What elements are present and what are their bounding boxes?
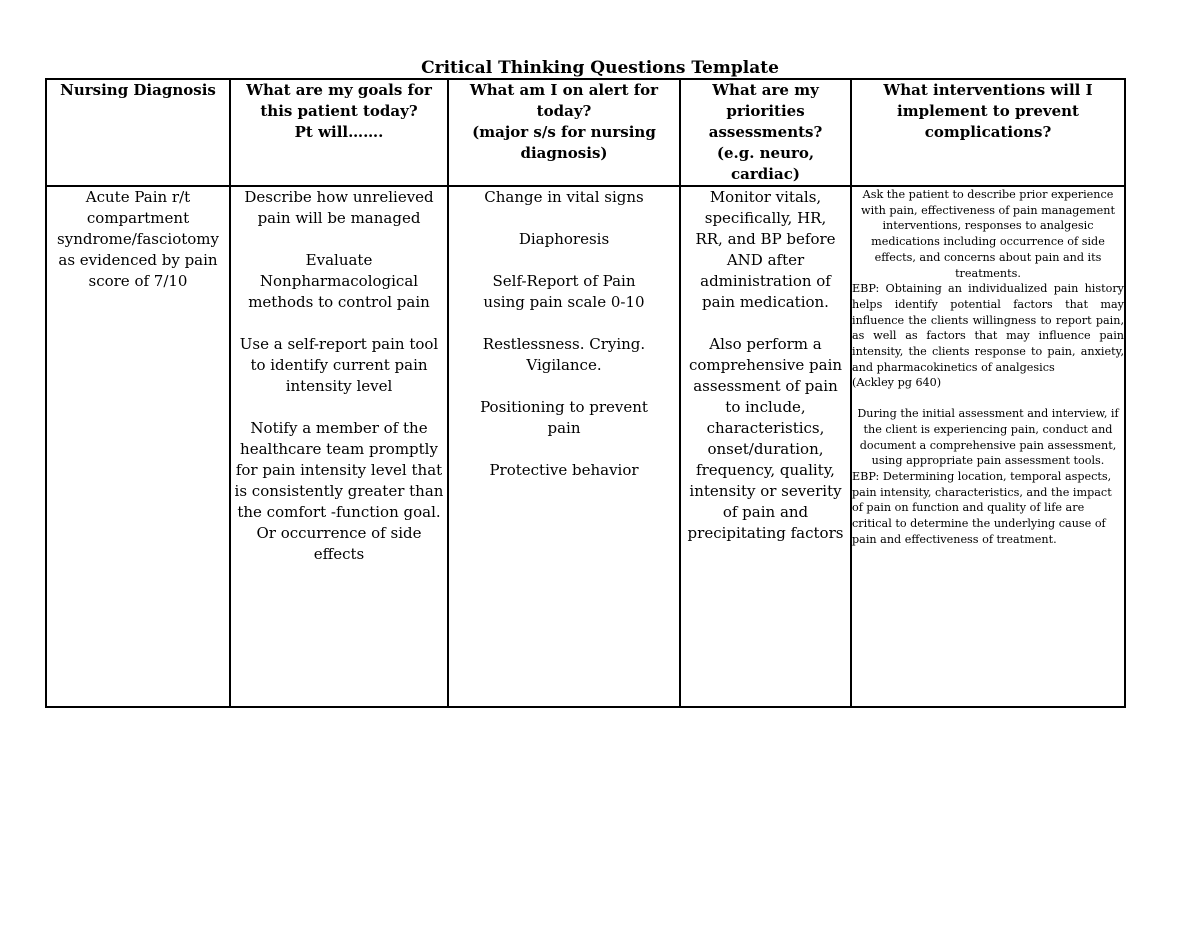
alert-item: Restlessness. Crying. Vigilance.: [482, 335, 646, 374]
interventions-cell: [851, 186, 1125, 707]
alert-item: Self-Report of Pain using pain scale 0-10: [483, 272, 645, 311]
alert-item: Diaphoresis: [518, 230, 610, 248]
goal-item: Notify a member of the: [250, 419, 428, 437]
intervention-paragraph: Ask the patient to describe prior experience with pain, effectiveness of pain management interventions, responses to analgesic medications including occurrence of side effects, and concerns about pain and its treatments.: [861, 188, 1115, 280]
goals-cell: Describe how unrelieved pain will be managed Evaluate Nonpharmacological methods to control pain Use a self-report pain tool to identify current pain intensity level Notify a member of the healthcare team promptly for pain intensity level that is consistently greater than the comfort -function goal. Or occurrence of side effects: [230, 186, 448, 707]
assessment-item: Monitor vitals,: [709, 188, 822, 206]
alert-item: Change in vital signs: [484, 188, 644, 206]
goal-item: Describe how unrelieved: [244, 188, 434, 206]
header-row: [46, 79, 1125, 186]
header-nursing-diagnosis: Nursing Diagnosis: [46, 79, 230, 186]
assessments-cell: Monitor vitals, specifically, HR, RR, and BP before AND after administration of pain medication. Also perform a comprehensive pain assessment of pain to include, characteristics, onset/duration, frequency, quality, intensity or severity of pain and precipitating factors: [680, 186, 851, 707]
header-interventions: What interventions will I implement to prevent complications?: [851, 79, 1125, 186]
goal-item: Use a self-report pain tool: [239, 335, 439, 353]
assessment-item: Also perform a: [709, 335, 822, 353]
document-title: Critical Thinking Questions Template: [421, 58, 779, 78]
header-goals: What are my goals for this patient today? Pt will…….: [230, 79, 448, 186]
header-priority-assessments: What are my priorities assessments? (e.g. neuro, cardiac): [680, 79, 851, 186]
critical-thinking-table: [45, 78, 1126, 708]
intervention-paragraph: During the initial assessment and interview, if the client is experiencing pain, conduct and document a comprehensive pain assessment, using appropriate pain assessment tools.: [857, 407, 1119, 468]
alert-item: Protective behavior: [489, 461, 639, 479]
header-alerts: What am I on alert for today? (major s/s for nursing diagnosis): [448, 79, 680, 186]
diagnosis-cell: Acute Pain r/t compartment syndrome/fasciotomy as evidenced by pain score of 7/10: [46, 186, 230, 707]
ebp-rationale: EBP: Determining location, temporal aspects, pain intensity, characteristics, and the impact of pain on function and quality of life are critical to determine the underlying cause of pain and effectiveness of treatment.: [852, 469, 1112, 546]
alerts-cell: [448, 186, 680, 707]
content-row: [46, 186, 1125, 707]
ebp-rationale: EBP: Obtaining an individualized pain history helps identify potential factors that may influence the clients willingness to report pain, as well as factors that may influence pain intensity, the clients response to pain, anxiety, and pharmacokinetics of analgesics: [852, 282, 1124, 374]
alert-item: Positioning to prevent pain: [480, 398, 648, 437]
reference: (Ackley pg 640): [852, 376, 942, 390]
goal-item: Evaluate: [305, 251, 373, 269]
